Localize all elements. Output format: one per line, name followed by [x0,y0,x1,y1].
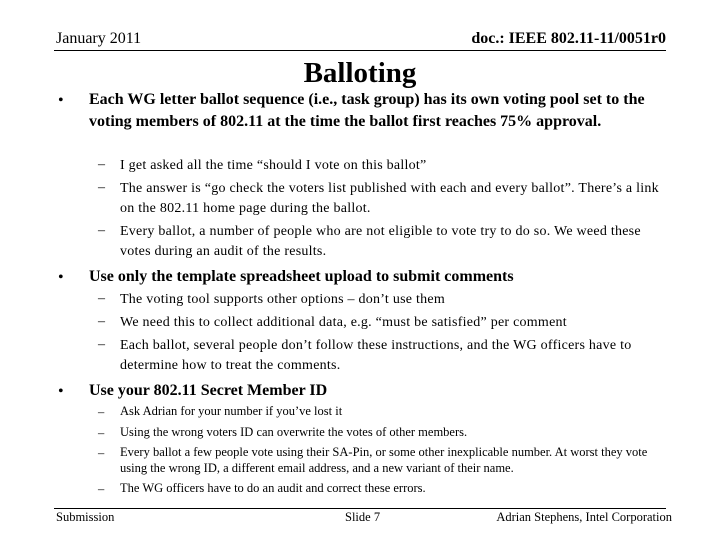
dash-marker: – [98,482,105,496]
footer-rule [54,508,666,509]
dash-marker: – [98,180,105,195]
sub-bullet-text: The voting tool supports other options – don’t use them [120,292,445,307]
sub-bullet-text: The answer is “go check the voters list published with each and every ballot”. There’s a link on the 802.11 home page during the ballot. [120,181,659,216]
header-doc-id: doc.: IEEE 802.11-11/0051r0 [471,30,666,47]
slide-title: Balloting [303,57,417,89]
bullet-text: Use only the template spreadsheet upload to submit comments [89,268,514,285]
sub-bullet-text: Every ballot, a number of people who are not eligible to vote try to do so. We weed these votes during an audit of the results. [120,224,641,259]
dash-marker: – [98,426,105,440]
sub-bullet-text: Every ballot a few people vote using their SA-Pin, or some other inexplicable number. At worst they vote using the wrong ID, a different email address, and a new variant of their name. [120,445,648,475]
sub-bullet-text: I get asked all the time “should I vote on this ballot” [120,158,427,173]
header-date: January 2011 [56,30,142,47]
sub-bullet-text: Each ballot, several people don’t follow these instructions, and the WG officers have to determine how to treat the comments. [120,338,632,373]
footer-slide-number: Slide 7 [345,510,381,524]
dash-marker: – [98,337,105,352]
dash-marker: – [98,223,105,238]
dash-marker: – [98,446,105,460]
sub-bullet-text: Using the wrong voters ID can overwrite the votes of other members. [120,425,468,439]
sub-bullet-text: The WG officers have to do an audit and correct these errors. [120,481,426,495]
bullet-text: Use your 802.11 Secret Member ID [89,382,328,399]
header-rule [54,50,666,51]
sub-bullet-text: We need this to collect additional data, e.g. “must be satisfied” per comment [120,315,567,330]
dash-marker: – [98,405,105,419]
bullet-marker: • [58,92,64,109]
dash-marker: – [98,314,105,329]
footer-left: Submission [56,510,115,524]
dash-marker: – [98,157,105,172]
bullet-text: Each WG letter ballot sequence (i.e., task group) has its own voting pool set to the voting members of 802.11 at the time the ballot first reaches 75% approval. [89,91,645,130]
bullet-marker: • [58,269,64,286]
footer-author: Adrian Stephens, Intel Corporation [496,510,672,524]
sub-bullet-text: Ask Adrian for your number if you’ve lost it [120,404,343,418]
bullet-marker: • [58,383,64,400]
dash-marker: – [98,291,105,306]
